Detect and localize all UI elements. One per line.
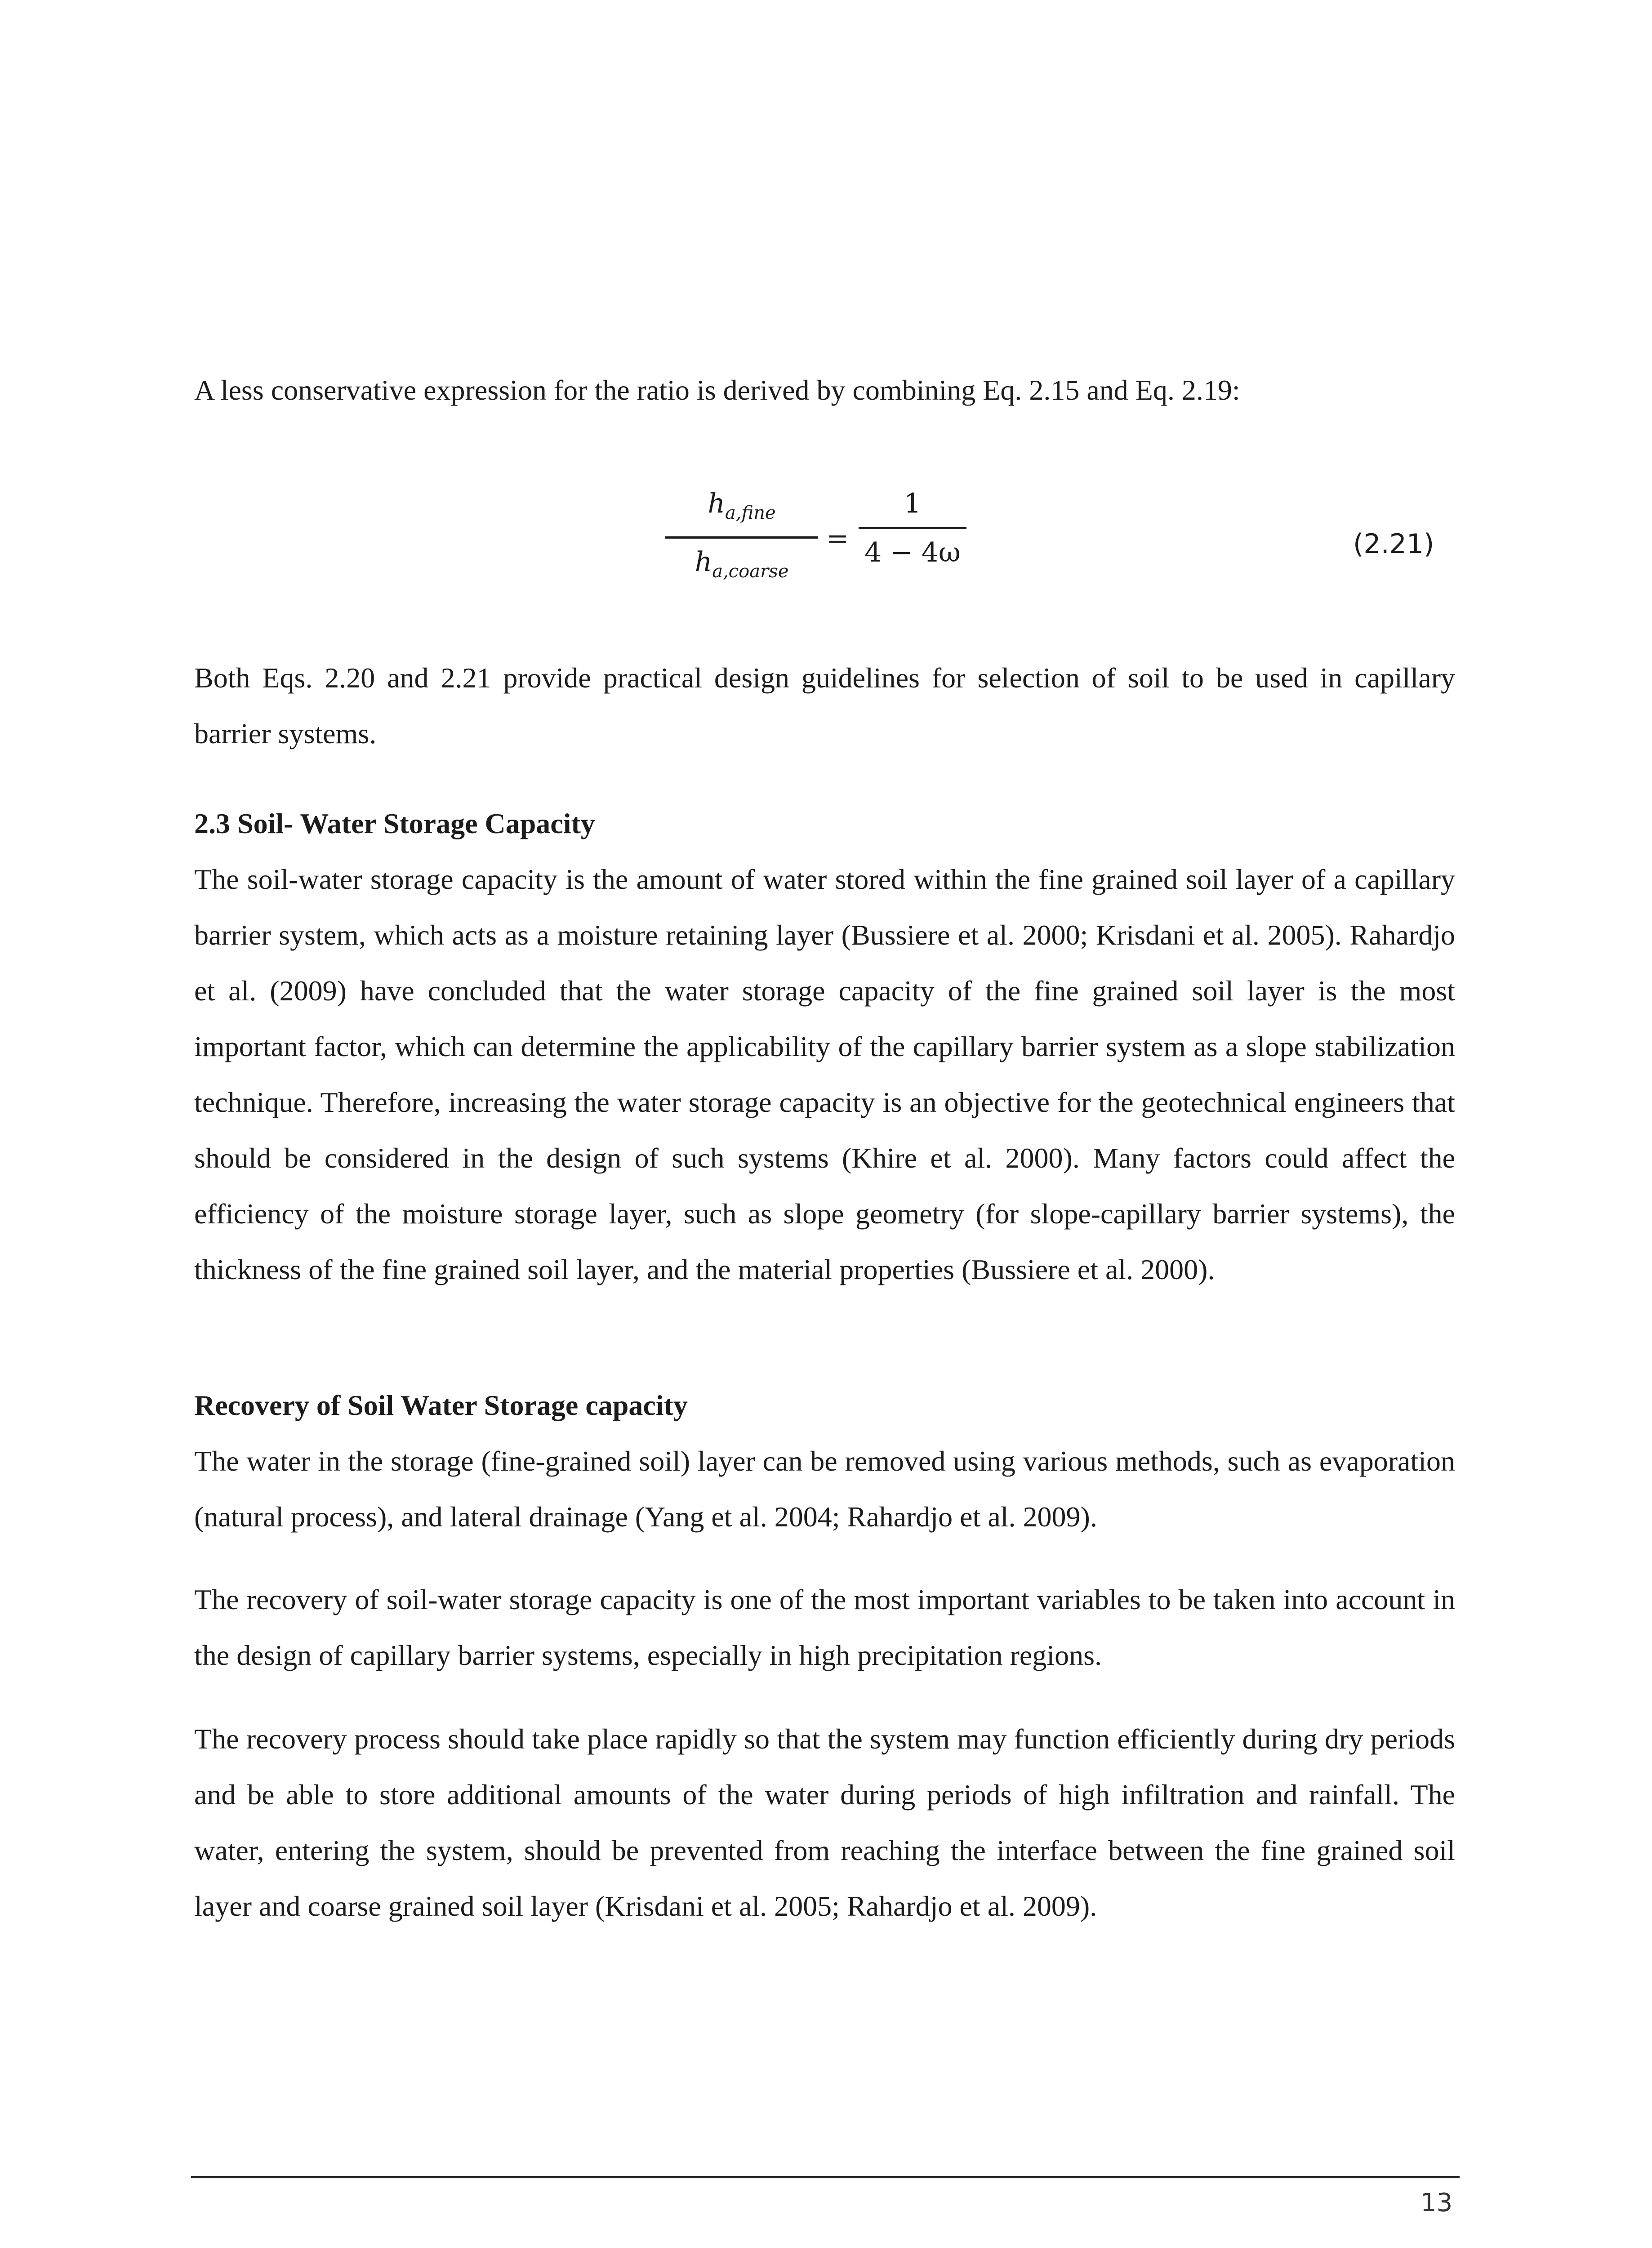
recovery-importance-block <box>194 1572 1455 1683</box>
rhs-fraction-bar <box>859 527 966 529</box>
both-eqs-block <box>194 650 1455 762</box>
equation-lhs-fraction <box>665 486 818 589</box>
lhs-numerator: $h_{a,fine}$ <box>708 488 776 523</box>
lhs-fraction-bar <box>665 536 818 539</box>
recovery-block <box>194 1378 1455 1545</box>
lhs-denominator: $h_{a,coarse}$ <box>695 546 789 582</box>
recovery-process-paragraph: The recovery process should take place rapidly so that the system may function efficiently during dry periods and be able to store additional amounts of the water during periods of high infiltration and rainfall. The water, entering the system, should be prevented from reaching the interface between the fine grained soil layer and coarse grained soil layer (Krisdani et al. 2005; Rahardjo et al. 2009). <box>194 1723 1455 1922</box>
equation-2-21 <box>665 486 980 589</box>
equation-rhs-fraction <box>859 486 966 571</box>
recovery-importance-paragraph: The recovery of soil-water storage capacity is one of the most important variables to be taken into account in the design of capillary barrier systems, especially in high precipitation regions. <box>194 1583 1455 1671</box>
section-2-3-block <box>194 796 1455 1298</box>
recovery-subheading: Recovery of Soil Water Storage capacity <box>194 1389 688 1421</box>
equals-sign: = <box>826 523 849 554</box>
intro-paragraph: A less conservative expression for the ratio is derived by combining Eq. 2.15 and Eq. 2.19: <box>194 374 1240 406</box>
intro-block <box>194 362 1455 418</box>
page-number: 13 <box>1420 2188 1453 2217</box>
capacity-paragraph: The soil-water storage capacity is the amount of water stored within the fine grained soil layer of a capillary barrier system, which acts as a moisture retaining layer (Bussiere et al. 2000; Krisdani et al. 2005). Rahardjo et al. (2009) have concluded that the water storage capacity of the fine grained soil layer is the most important factor, which can determine the applicability of the capillary barrier system as a slope stabilization technique. Therefore, increasing the water storage capacity is an objective for the geotechnical engineers that should be considered in the design of such systems (Khire et al. 2000). Many factors could affect the efficiency of the moisture storage layer, such as slope geometry (for slope-capillary barrier systems), the thickness of the fine grained soil layer, and the material properties (Bussiere et al. 2000). <box>194 863 1455 1285</box>
both-eqs-paragraph: Both Eqs. 2.20 and 2.21 provide practical design guidelines for selection of soil to be used in capillary barrier systems. <box>194 662 1455 749</box>
rhs-denominator: 4 − 4ω <box>864 537 961 568</box>
rhs-numerator: 1 <box>904 488 922 519</box>
footer-rule <box>191 2176 1460 2178</box>
equation-number: (2.21) <box>1353 528 1434 560</box>
removal-paragraph: The water in the storage (fine-grained soil) layer can be removed using various methods, such as evaporation (natural process), and lateral drainage (Yang et al. 2004; Rahardjo et al. 2009). <box>194 1445 1455 1533</box>
recovery-process-block <box>194 1711 1455 1934</box>
section-heading: 2.3 Soil- Water Storage Capacity <box>194 807 595 839</box>
